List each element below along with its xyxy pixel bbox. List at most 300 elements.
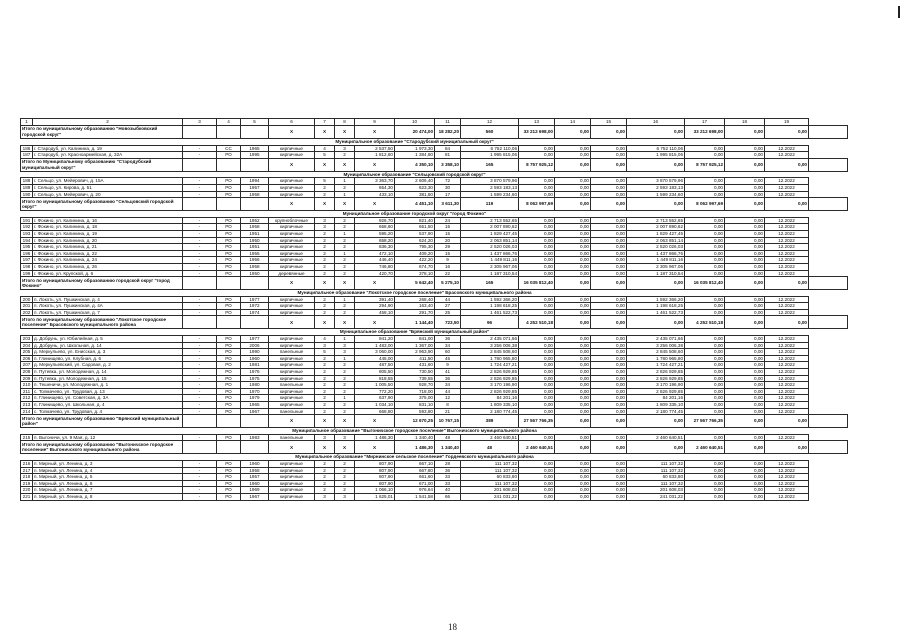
table-cell: 0,00 bbox=[555, 355, 591, 362]
table-cell: 12.2022 bbox=[765, 349, 809, 356]
table-cell: 218 bbox=[21, 474, 33, 481]
table-cell: 0,00 bbox=[685, 349, 725, 356]
subtotal-cell bbox=[241, 277, 269, 290]
subtotal-row bbox=[21, 158, 848, 171]
table-cell: 0,00 bbox=[555, 493, 591, 500]
page-edge-mark bbox=[898, 6, 900, 18]
table-cell: 2 305 967,06 bbox=[627, 263, 685, 270]
table-cell: 1950 bbox=[241, 237, 269, 244]
table-cell: 1 367,00 bbox=[395, 342, 435, 349]
table-row bbox=[21, 184, 848, 191]
table-cell: кирпичные bbox=[269, 309, 315, 316]
address-cell: п. Локоть, ул. Пушкинская, д. 7 bbox=[33, 309, 183, 316]
table-cell: - bbox=[183, 408, 217, 415]
table-cell: РО bbox=[217, 382, 241, 389]
table-cell: 0,00 bbox=[519, 460, 555, 467]
table-cell: 111 107,32 bbox=[627, 480, 685, 487]
subtotal-cell: 1 486,30 bbox=[395, 441, 435, 454]
subtotal-cell: 0,00 bbox=[555, 441, 591, 454]
table-cell: 186 bbox=[21, 145, 33, 152]
table-cell: 12.2022 bbox=[765, 184, 809, 191]
subtotal-cell: X bbox=[269, 415, 315, 428]
table-cell: РО bbox=[217, 303, 241, 310]
table-cell: 0,00 bbox=[685, 257, 725, 264]
table-cell: 0,00 bbox=[519, 244, 555, 251]
table-cell: 12.2022 bbox=[765, 145, 809, 152]
address-cell: п. Мирный, ул. Ленина, д. 4 bbox=[33, 467, 183, 474]
table-cell: кирпичные bbox=[269, 244, 315, 251]
section-title: Муниципальное образование "Брянский муниципальный район" bbox=[21, 329, 809, 336]
table-cell: кирпичные bbox=[269, 224, 315, 231]
address-cell: д. Добрунь, ул. Школьная, д. 14 bbox=[33, 342, 183, 349]
table-cell: РО bbox=[217, 408, 241, 415]
subtotal-label: Итого по муниципальному образованию "Брянский муниципальный район" bbox=[21, 415, 183, 428]
table-cell: кирпичные bbox=[269, 303, 315, 310]
table-cell: 208 bbox=[21, 369, 33, 376]
table-cell: 4 bbox=[315, 336, 335, 343]
table-cell: 391,40 bbox=[355, 296, 395, 303]
table-cell: 192 bbox=[21, 224, 33, 231]
subtotal-cell: 0,00 bbox=[765, 441, 809, 454]
table-cell: РО bbox=[217, 369, 241, 376]
table-cell: РО bbox=[217, 244, 241, 251]
table-cell: 593,80 bbox=[395, 408, 435, 415]
table-cell: РО bbox=[217, 152, 241, 159]
table-cell: 807,90 bbox=[355, 460, 395, 467]
table-cell: 1 461 522,73 bbox=[461, 309, 519, 316]
table-cell: 0,00 bbox=[685, 303, 725, 310]
table-cell: 0,00 bbox=[519, 402, 555, 409]
subtotal-cell: 560 bbox=[461, 126, 519, 139]
section-title: Муниципальное образование "Сельцовский городской округ" bbox=[21, 171, 809, 178]
address-cell: г. Стародуб, ул. Калинина, д. 19 bbox=[33, 145, 183, 152]
table-cell: 0,00 bbox=[685, 217, 725, 224]
table-cell: 487,50 bbox=[355, 362, 395, 369]
table-cell: 1 449 811,16 bbox=[461, 257, 519, 264]
table-cell: РО bbox=[217, 487, 241, 494]
table-cell: 445,00 bbox=[355, 355, 395, 362]
table-cell: 422,20 bbox=[395, 257, 435, 264]
table-cell: 0,00 bbox=[555, 152, 591, 159]
table-cell: - bbox=[183, 270, 217, 277]
table-row bbox=[21, 388, 848, 395]
section-title: Муниципальное образование "Мирнинское сельское поселение" Гордеевского муниципального района bbox=[21, 454, 809, 461]
column-number-cell: 3 bbox=[183, 119, 217, 126]
table-cell: 2 bbox=[315, 257, 335, 264]
address-cell: г. Сельцо, ул. Мейерович, д. 15А bbox=[33, 178, 183, 185]
table-cell: 807,90 bbox=[355, 467, 395, 474]
subtotal-cell: 2 460 640,51 bbox=[685, 441, 725, 454]
table-cell: 0,00 bbox=[519, 303, 555, 310]
table-cell: 2 bbox=[335, 467, 355, 474]
table-cell: 0,00 bbox=[685, 178, 725, 185]
subtotal-cell: 0,00 bbox=[725, 277, 765, 290]
table-cell: 202 bbox=[21, 309, 33, 316]
column-number-cell: 4 bbox=[217, 119, 241, 126]
table-cell: РО bbox=[217, 184, 241, 191]
table-cell: 2 063 851,14 bbox=[627, 237, 685, 244]
table-cell: 818,55 bbox=[355, 375, 395, 382]
table-cell: 20 bbox=[435, 237, 461, 244]
table-row bbox=[21, 336, 848, 343]
table-cell: 294,90 bbox=[355, 303, 395, 310]
table-cell: 3 bbox=[315, 434, 335, 441]
table-cell: 2 bbox=[335, 487, 355, 494]
table-cell: 1 bbox=[335, 296, 355, 303]
table-cell: 0,00 bbox=[591, 408, 627, 415]
table-cell: 12.2022 bbox=[765, 296, 809, 303]
table-cell: 1969 bbox=[241, 487, 269, 494]
table-cell: 2 bbox=[335, 402, 355, 409]
table-cell: 1951 bbox=[241, 244, 269, 251]
table-cell: кирпичные bbox=[269, 145, 315, 152]
subtotal-cell: 8 062 997,69 bbox=[685, 198, 725, 211]
table-cell: 1 bbox=[335, 178, 355, 185]
subtotal-cell: X bbox=[355, 441, 395, 454]
table-row bbox=[21, 250, 848, 257]
table-cell: - bbox=[183, 250, 217, 257]
table-cell: 807,90 bbox=[355, 474, 395, 481]
table-row bbox=[21, 217, 848, 224]
subtotal-cell bbox=[217, 126, 241, 139]
table-cell: 12.2022 bbox=[765, 493, 809, 500]
column-number-cell: 8 bbox=[335, 119, 355, 126]
table-cell: 651,50 bbox=[395, 224, 435, 231]
address-cell: п. Локоть, ул. Пушкинская, д. 4А bbox=[33, 303, 183, 310]
table-cell: 66 bbox=[435, 493, 461, 500]
subtotal-cell bbox=[217, 415, 241, 428]
table-cell: 21 bbox=[435, 408, 461, 415]
table-cell: 0,00 bbox=[685, 336, 725, 343]
table-cell: - bbox=[183, 487, 217, 494]
table-cell: 214 bbox=[21, 408, 33, 415]
table-cell: 926,70 bbox=[355, 217, 395, 224]
table-cell: 0,00 bbox=[591, 237, 627, 244]
table-row bbox=[21, 349, 848, 356]
table-cell: 0,00 bbox=[555, 382, 591, 389]
table-cell: 718,00 bbox=[395, 388, 435, 395]
table-cell: 3 363,70 bbox=[355, 178, 395, 185]
table-cell: 1 bbox=[335, 250, 355, 257]
table-cell: 1957 bbox=[241, 474, 269, 481]
table-cell: 433,10 bbox=[355, 191, 395, 198]
table-cell: - bbox=[183, 224, 217, 231]
subtotal-cell: 27 567 766,35 bbox=[685, 415, 725, 428]
subtotal-cell bbox=[183, 277, 217, 290]
table-cell: 12.2022 bbox=[765, 487, 809, 494]
table-cell: РО bbox=[217, 224, 241, 231]
table-cell: 0,00 bbox=[519, 250, 555, 257]
subtotal-row bbox=[21, 198, 848, 211]
table-cell: 1980 bbox=[241, 382, 269, 389]
table-cell: - bbox=[183, 355, 217, 362]
table-cell: 2 bbox=[315, 309, 335, 316]
table-cell: 378,10 bbox=[395, 270, 435, 277]
table-cell: 1 973,30 bbox=[395, 145, 435, 152]
page-number: 18 bbox=[448, 622, 457, 632]
table-cell: 2 bbox=[315, 402, 335, 409]
table-cell: 0,00 bbox=[725, 434, 765, 441]
table-cell: - bbox=[183, 303, 217, 310]
table-row bbox=[21, 460, 848, 467]
table-cell: 1 005,50 bbox=[355, 382, 395, 389]
table-cell: 0,00 bbox=[519, 382, 555, 389]
table-cell: 0,00 bbox=[685, 250, 725, 257]
subtotal-row bbox=[21, 277, 848, 290]
table-cell: 0,00 bbox=[519, 408, 555, 415]
table-cell: 0,00 bbox=[519, 237, 555, 244]
subtotal-row bbox=[21, 441, 848, 454]
subtotal-cell: 18 282,20 bbox=[435, 126, 461, 139]
subtotal-label: Итого по муниципальному образованию "Новозыбковский городской округ" bbox=[21, 126, 183, 139]
table-cell: 0,00 bbox=[725, 309, 765, 316]
subtotal-cell: 5 642,40 bbox=[395, 277, 435, 290]
column-number-cell: 15 bbox=[591, 119, 627, 126]
table-cell: кирпичные bbox=[269, 493, 315, 500]
table-cell: 0,00 bbox=[685, 375, 725, 382]
subtotal-cell: 8 757 925,12 bbox=[685, 158, 725, 171]
column-number-cell: 12 bbox=[461, 119, 519, 126]
table-cell: 0,00 bbox=[591, 467, 627, 474]
table-cell: 2 bbox=[335, 362, 355, 369]
table-cell: 24 bbox=[435, 217, 461, 224]
subtotal-row bbox=[21, 415, 848, 428]
address-cell: п. Глинищево, ул. Школьная, д. 4 bbox=[33, 402, 183, 409]
table-cell: 0,00 bbox=[555, 487, 591, 494]
table-cell: 1979 bbox=[241, 395, 269, 402]
table-cell: 0,00 bbox=[555, 375, 591, 382]
table-cell: 831,10 bbox=[395, 402, 435, 409]
table-cell: 241 031,22 bbox=[461, 493, 519, 500]
subtotal-cell bbox=[241, 198, 269, 211]
table-cell: - bbox=[183, 460, 217, 467]
table-cell: 212 bbox=[21, 395, 33, 402]
table-cell: 2 bbox=[315, 355, 335, 362]
section-header-row bbox=[21, 171, 848, 178]
table-cell: 0,00 bbox=[725, 480, 765, 487]
table-cell: 12.2022 bbox=[765, 303, 809, 310]
table-cell: 12.2022 bbox=[765, 257, 809, 264]
table-cell: 12.2022 bbox=[765, 178, 809, 185]
table-cell: 111 107,32 bbox=[627, 467, 685, 474]
table-cell: 12.2022 bbox=[765, 382, 809, 389]
table-cell: 190 bbox=[21, 191, 33, 198]
table-cell: 2 bbox=[315, 395, 335, 402]
table-cell: 0,00 bbox=[519, 474, 555, 481]
table-cell: 2 bbox=[335, 152, 355, 159]
table-cell: 1 625,01 bbox=[355, 493, 395, 500]
table-cell: 191 bbox=[21, 217, 33, 224]
table-cell: - bbox=[183, 191, 217, 198]
table-cell: 194 bbox=[21, 237, 33, 244]
table-cell: 0,00 bbox=[519, 152, 555, 159]
table-cell: 2 bbox=[315, 467, 335, 474]
table-cell: 12.2022 bbox=[765, 237, 809, 244]
table-cell: кирпичные bbox=[269, 487, 315, 494]
table-cell: 2 bbox=[335, 257, 355, 264]
table-cell: 44 bbox=[435, 388, 461, 395]
table-cell: 1983 bbox=[241, 434, 269, 441]
subtotal-cell: 16 035 812,40 bbox=[685, 277, 725, 290]
table-cell: 0,00 bbox=[519, 349, 555, 356]
table-cell: 0,00 bbox=[725, 191, 765, 198]
table-cell: 0,00 bbox=[725, 395, 765, 402]
table-cell: кирпичные bbox=[269, 296, 315, 303]
table-cell: 0,00 bbox=[685, 493, 725, 500]
table-cell: РО bbox=[217, 191, 241, 198]
address-cell: п. Мирный, ул. Ленина, д. 3 bbox=[33, 460, 183, 467]
table-cell: 0,00 bbox=[591, 375, 627, 382]
address-cell: п. Глинищево, ул. Клубная, д. 6 bbox=[33, 355, 183, 362]
table-cell: РО bbox=[217, 434, 241, 441]
table-cell: 0,00 bbox=[685, 408, 725, 415]
table-cell: - bbox=[183, 362, 217, 369]
subtotal-cell: X bbox=[355, 316, 395, 329]
table-cell: 2 bbox=[335, 309, 355, 316]
table-cell: 12.2022 bbox=[765, 375, 809, 382]
subtotal-label: Итого по Муниципальному образованию "Стародубский муниципальный округ" bbox=[21, 158, 183, 171]
address-cell: с. Толмачево, ул. Трудовая, д. 13 bbox=[33, 388, 183, 395]
table-cell: РО bbox=[217, 342, 241, 349]
table-cell: 0,00 bbox=[591, 224, 627, 231]
table-cell: 0,00 bbox=[555, 244, 591, 251]
table-cell: 34 bbox=[435, 382, 461, 389]
table-row bbox=[21, 244, 848, 251]
table-cell: 2 bbox=[335, 303, 355, 310]
table-cell: РО bbox=[217, 375, 241, 382]
subtotal-cell: X bbox=[269, 277, 315, 290]
table-cell: 12.2022 bbox=[765, 388, 809, 395]
table-cell: - bbox=[183, 474, 217, 481]
table-cell: 189 bbox=[21, 184, 33, 191]
table-cell: РО bbox=[217, 336, 241, 343]
table-cell: 0,00 bbox=[555, 250, 591, 257]
table-cell: 12.2022 bbox=[765, 309, 809, 316]
table-cell: 193 bbox=[21, 230, 33, 237]
table-cell: 1 780 965,80 bbox=[627, 355, 685, 362]
subtotal-cell: 0,00 bbox=[555, 198, 591, 211]
table-cell: 2 bbox=[335, 217, 355, 224]
table-cell: 2 063 851,14 bbox=[461, 237, 519, 244]
table-cell: 2 bbox=[315, 388, 335, 395]
table-cell: 0,00 bbox=[725, 217, 765, 224]
table-cell: 2 520 026,03 bbox=[461, 244, 519, 251]
address-cell: г. Сельцо, ул. Мейерович, д. 20 bbox=[33, 191, 183, 198]
table-cell: - bbox=[183, 395, 217, 402]
table-cell: 111 107,32 bbox=[461, 467, 519, 474]
subtotal-cell: 119 bbox=[461, 198, 519, 211]
table-row bbox=[21, 152, 848, 159]
address-cell: п. Путевка, ул. Молодежная, д. 15 bbox=[33, 375, 183, 382]
table-cell: 0,00 bbox=[591, 217, 627, 224]
table-cell: 0,00 bbox=[555, 224, 591, 231]
table-cell: 12.2022 bbox=[765, 152, 809, 159]
table-cell: 805,50 bbox=[355, 369, 395, 376]
table-cell: 0,00 bbox=[725, 342, 765, 349]
subtotal-cell: 165 bbox=[461, 158, 519, 171]
column-number-cell: 5 bbox=[241, 119, 269, 126]
subtotal-cell bbox=[809, 198, 848, 211]
table-cell: 200 bbox=[21, 296, 33, 303]
table-cell: - bbox=[183, 309, 217, 316]
table-cell: РО bbox=[217, 388, 241, 395]
subtotal-cell: X bbox=[335, 441, 355, 454]
table-cell: 2 bbox=[335, 388, 355, 395]
table-cell: 2 826 929,85 bbox=[461, 388, 519, 395]
table-cell: 1 812,60 bbox=[355, 152, 395, 159]
table-cell: 0,00 bbox=[725, 349, 765, 356]
table-cell: 2 bbox=[335, 244, 355, 251]
subtotal-cell: 4 350,10 bbox=[395, 158, 435, 171]
table-cell: 0,00 bbox=[685, 224, 725, 231]
table-cell: 241 031,22 bbox=[627, 493, 685, 500]
subtotal-cell: X bbox=[355, 415, 395, 428]
table-cell: 1972 bbox=[241, 303, 269, 310]
table-cell: 2 826 929,85 bbox=[627, 388, 685, 395]
table-cell: 0,00 bbox=[555, 342, 591, 349]
table-cell: 0,00 bbox=[519, 487, 555, 494]
table-cell: 2 845 508,60 bbox=[461, 349, 519, 356]
table-cell: 0,00 bbox=[725, 408, 765, 415]
table-cell: 0,00 bbox=[519, 342, 555, 349]
table-cell: 0,00 bbox=[555, 237, 591, 244]
table-cell: 3 bbox=[315, 224, 335, 231]
table-row bbox=[21, 230, 848, 237]
table-row bbox=[21, 178, 848, 185]
table-cell: кирпичные bbox=[269, 375, 315, 382]
table-cell: 0,00 bbox=[555, 480, 591, 487]
table-cell: 34 bbox=[435, 342, 461, 349]
subtotal-cell: 4 451,10 bbox=[395, 198, 435, 211]
table-cell: 0,00 bbox=[725, 487, 765, 494]
table-cell: 2 bbox=[315, 191, 335, 198]
table-cell: 739,55 bbox=[395, 375, 435, 382]
table-cell: 111 107,32 bbox=[461, 480, 519, 487]
subtotal-cell: X bbox=[269, 198, 315, 211]
subtotal-cell bbox=[217, 158, 241, 171]
address-cell: г. Фокино, ул. Калинина, д. 18 bbox=[33, 224, 183, 231]
subtotal-cell bbox=[217, 441, 241, 454]
table-cell: 12.2022 bbox=[765, 402, 809, 409]
subtotal-cell: 0,00 bbox=[627, 415, 685, 428]
table-cell: 0,00 bbox=[591, 263, 627, 270]
table-cell: 0,00 bbox=[685, 152, 725, 159]
table-cell: 667,10 bbox=[395, 460, 435, 467]
table-cell: 841,00 bbox=[395, 336, 435, 343]
table-cell: 72 bbox=[435, 178, 461, 185]
table-cell: 1976 bbox=[241, 369, 269, 376]
table-cell: - bbox=[183, 369, 217, 376]
table-cell: 0,00 bbox=[685, 434, 725, 441]
table-cell: 730,50 bbox=[395, 369, 435, 376]
table-cell: 976,64 bbox=[395, 487, 435, 494]
table-cell: 15 bbox=[435, 224, 461, 231]
table-cell: панельные bbox=[269, 434, 315, 441]
table-cell: 187 bbox=[21, 152, 33, 159]
table-cell: - bbox=[183, 402, 217, 409]
table-cell: 0,00 bbox=[555, 217, 591, 224]
table-cell: 1 995 815,06 bbox=[461, 152, 519, 159]
subtotal-cell bbox=[809, 415, 848, 428]
subtotal-cell: 0,00 bbox=[765, 158, 809, 171]
table-cell: 1 592 366,20 bbox=[627, 296, 685, 303]
subtotal-cell bbox=[183, 316, 217, 329]
table-cell: 2 bbox=[335, 460, 355, 467]
subtotal-cell: 0,00 bbox=[591, 126, 627, 139]
table-cell: 111 107,32 bbox=[627, 460, 685, 467]
table-cell: 1 034,10 bbox=[355, 402, 395, 409]
table-row bbox=[21, 467, 848, 474]
